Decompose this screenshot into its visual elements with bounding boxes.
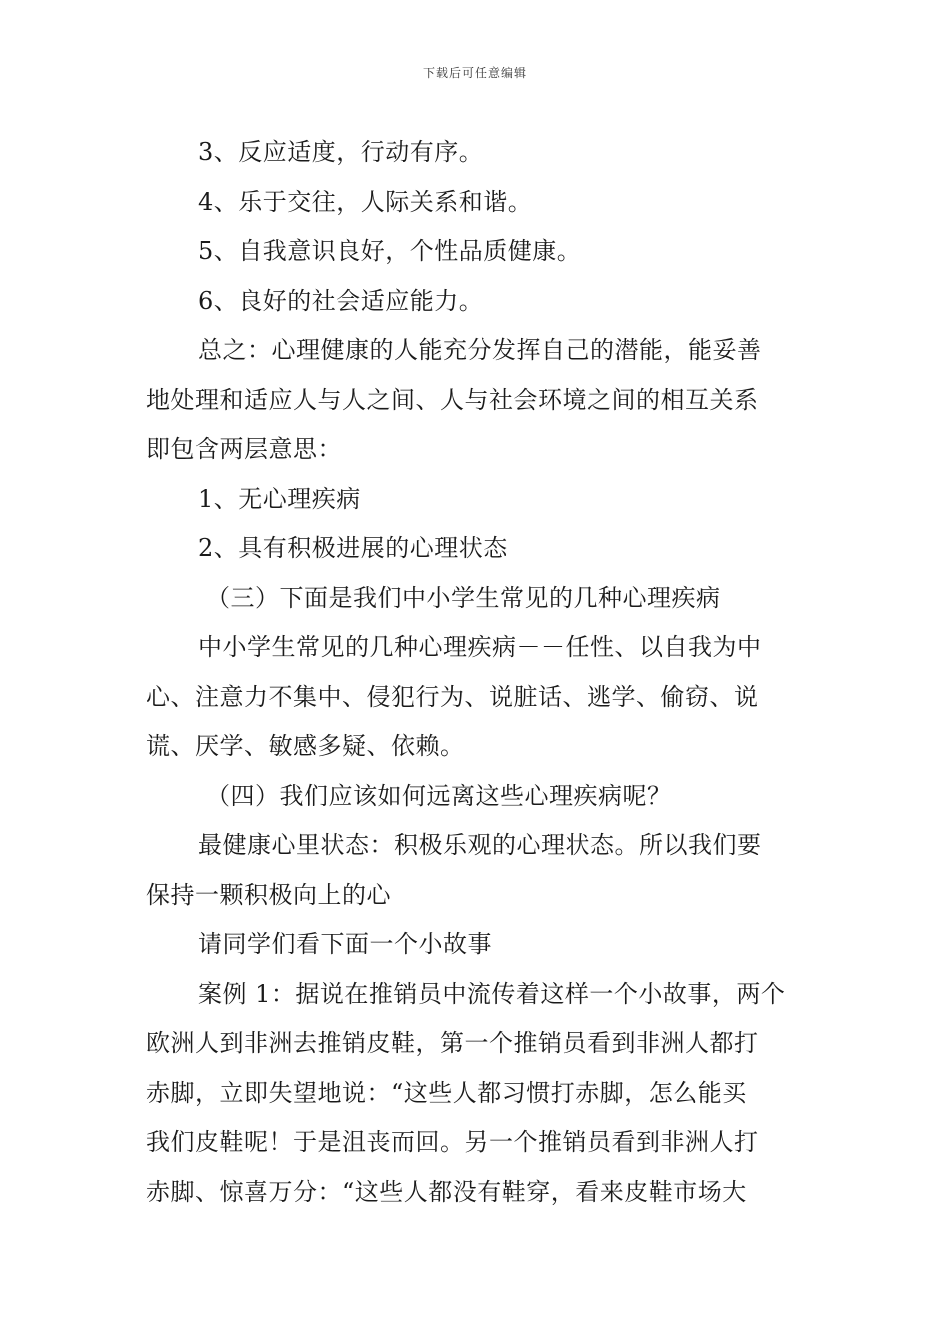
paragraph-line: 欧洲人到非洲去推销皮鞋，第一个推销员看到非洲人都打 [146,1029,759,1057]
section-heading: （四）我们应该如何远离这些心理疾病呢？ [206,781,672,810]
list-item: 4、乐于交往，人际关系和谐。 [198,187,533,216]
paragraph-line: 最健康心里状态：积极乐观的心理状态。所以我们要 [198,831,762,859]
page-header: 下载后可任意编辑 [422,66,527,80]
paragraph-line: 请同学们看下面一个小故事 [198,930,492,958]
paragraph-line: 案例 1：据说在推销员中流传着这样一个小故事，两个 [198,979,786,1008]
paragraph-line: 中小学生常见的几种心理疾病－－任性、以自我为中 [198,633,762,661]
paragraph-line: 即包含两层意思： [146,435,342,463]
list-item: 2、具有积极进展的心理状态 [198,534,508,562]
paragraph-line: 谎、厌学、敏感多疑、依赖。 [146,732,465,760]
section-heading: （三）下面是我们中小学生常见的几种心理疾病 [206,583,721,612]
paragraph-line: 心、注意力不集中、侵犯行为、说脏话、逃学、偷窃、说 [146,682,759,711]
paragraph-line: 我们皮鞋呢！于是沮丧而回。另一个推销员看到非洲人打 [146,1128,759,1156]
list-item: 3、反应适度，行动有序。 [198,138,484,166]
paragraph-line: 赤脚、惊喜万分：“这些人都没有鞋穿，看来皮鞋市场大 [146,1177,747,1206]
document-body [146,128,808,1217]
list-item: 1、无心理疾病 [198,484,361,513]
list-item: 6、良好的社会适应能力。 [198,286,484,315]
paragraph-line: 地处理和适应人与人之间、人与社会环境之间的相互关系 [146,385,759,414]
paragraph-line: 保持一颗积极向上的心 [146,880,391,909]
paragraph-line: 赤脚，立即失望地说：“这些人都习惯打赤脚，怎么能买 [146,1078,747,1107]
paragraph-line: 总之：心理健康的人能充分发挥自己的潜能，能妥善 [198,336,762,364]
list-item: 5、自我意识良好，个性品质健康。 [198,237,582,265]
